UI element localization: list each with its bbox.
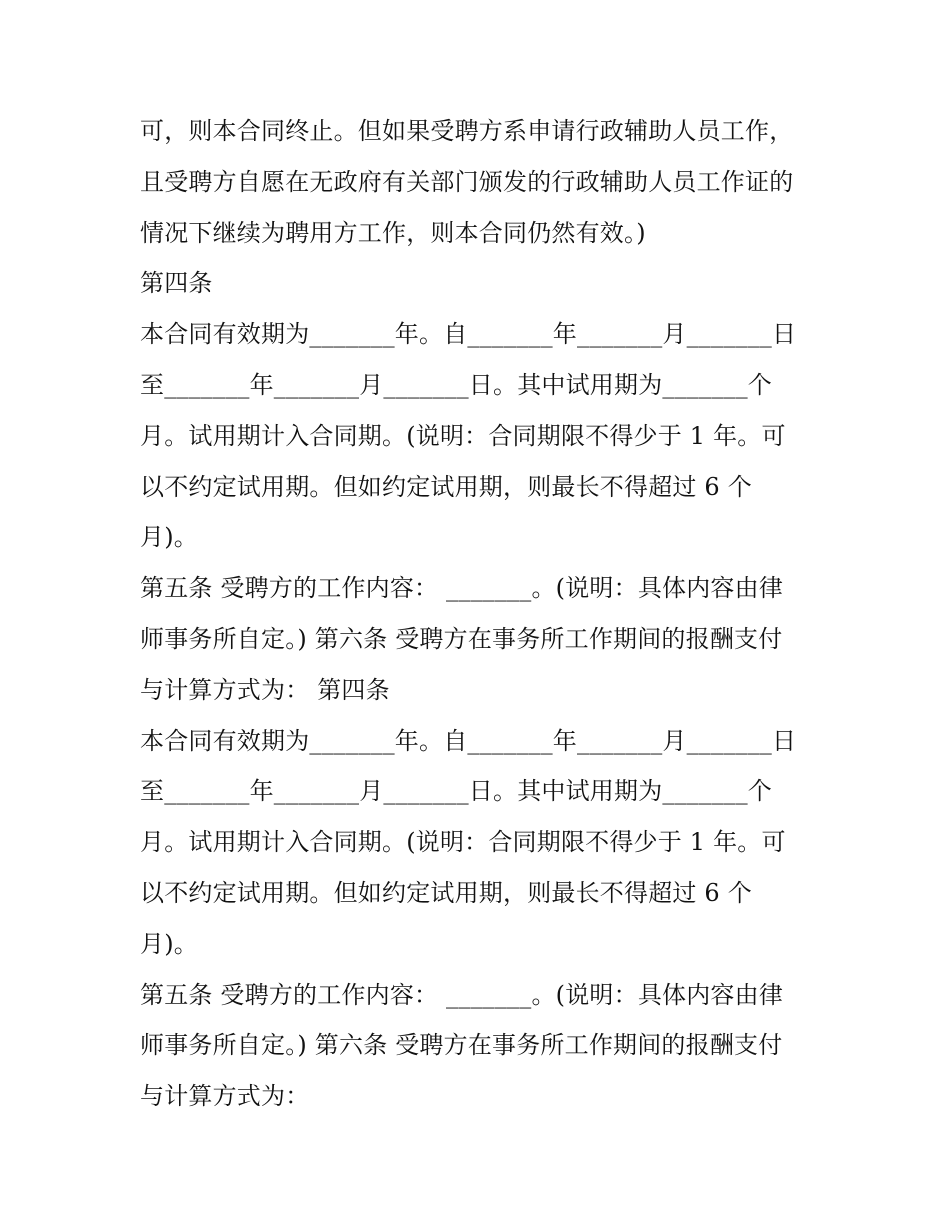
text-line: 第五条 受聘方的工作内容： _______。(说明：具体内容由律 bbox=[140, 980, 784, 1009]
text-line: 月。试用期计入合同期。(说明：合同期限不得少于 1 年。可 bbox=[140, 421, 786, 450]
text-line: 师事务所自定。) 第六条 受聘方在事务所工作期间的报酬支付 bbox=[140, 1031, 783, 1060]
text-line: 情况下继续为聘用方工作，则本合同仍然有效。) bbox=[140, 218, 646, 247]
text-line: 月)。 bbox=[140, 523, 198, 552]
text-line: 月)。 bbox=[140, 929, 198, 958]
text-line: 第五条 受聘方的工作内容： _______。(说明：具体内容由律 bbox=[140, 574, 784, 603]
text-line: 本合同有效期为_______年。自_______年_______月_______日 bbox=[140, 320, 797, 349]
document-body bbox=[140, 106, 820, 1122]
text-line: 至_______年_______月_______日。其中试用期为_______个 bbox=[140, 777, 772, 806]
text-line: 月。试用期计入合同期。(说明：合同期限不得少于 1 年。可 bbox=[140, 828, 786, 857]
text-line: 且受聘方自愿在无政府有关部门颁发的行政辅助人员工作证的 bbox=[140, 167, 794, 196]
text-line: 与计算方式为： bbox=[140, 1082, 310, 1111]
text-line: 本合同有效期为_______年。自_______年_______月_______日 bbox=[140, 726, 797, 755]
text-line: 可，则本合同终止。但如果受聘方系申请行政辅助人员工作， bbox=[140, 117, 794, 145]
text-line: 以不约定试用期。但如约定试用期，则最长不得超过 6 个 bbox=[140, 878, 752, 907]
text-line: 以不约定试用期。但如约定试用期，则最长不得超过 6 个 bbox=[140, 472, 752, 501]
text-line: 师事务所自定。) 第六条 受聘方在事务所工作期间的报酬支付 bbox=[140, 624, 783, 653]
article-heading: 第四条 bbox=[140, 269, 213, 298]
text-line: 与计算方式为： 第四条 bbox=[140, 675, 390, 704]
text-line: 至_______年_______月_______日。其中试用期为_______个 bbox=[140, 370, 772, 399]
